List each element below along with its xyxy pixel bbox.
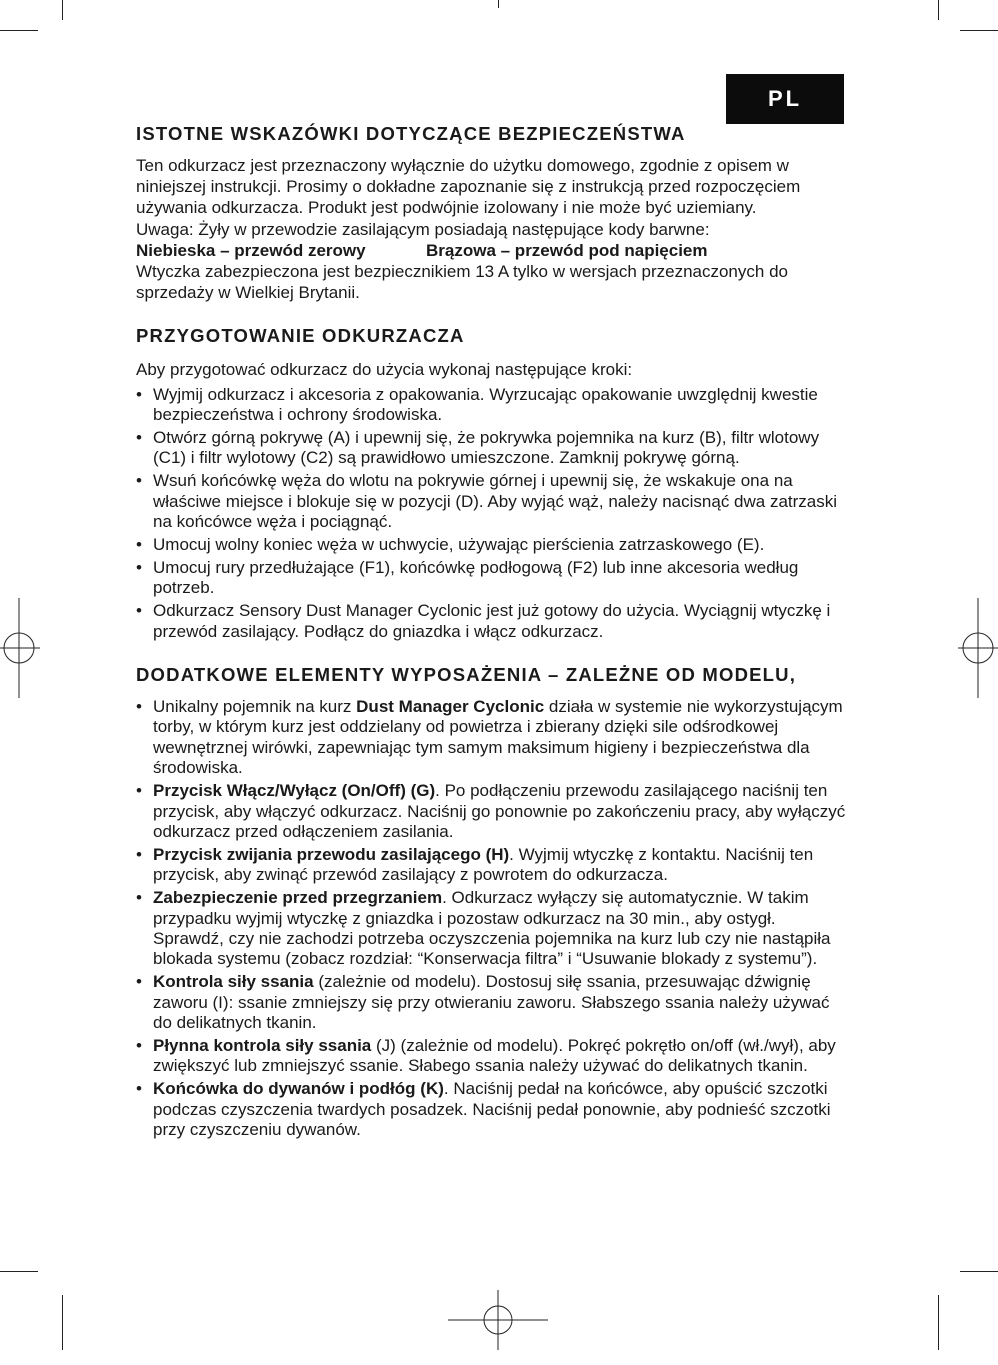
safety-body: Ten odkurzacz jest przeznaczony wyłącznie do użytku domowego, zgodnie z opisem w niniejszej instrukcji. Prosimy o dokładne zapoznanie się z instrukcją przed rozpoczęciem używania odkurzacza. Produkt jest podwójnie izolowany i nie może być uziemiany. [136,156,801,218]
safety-title: ISTOTNE WSKAZÓWKI DOTYCZĄCE BEZPIECZEŃSTWA [136,123,686,144]
crop-mark-bottom-left-v [62,1295,63,1350]
list-item: • Wsuń końcówkę węża do wlotu na pokrywie górnej i upewnij się, że wskakuje ona na właściwe miejsce i blokuje się w pozycji (D). Aby wyjąć wąż, należy nacisnąć dwa zatrzaski na końcówce węża i pociągnąć. [136,471,846,532]
list-item: • Umocuj rury przedłużające (F1), końcówkę podłogową (F2) lub inne akcesoria według potrzeb. [136,558,846,599]
safety-note: Uwaga: Żyły w przewodzie zasilającym posiadają następujące kody barwne: [136,219,710,239]
features-title: DODATKOWE ELEMENTY WYPOSAŻENIA – ZALEŻNE OD MODELU, [136,664,797,685]
list-item: • Przycisk Włącz/Wyłącz (On/Off) (G). Po podłączeniu przewodu zasilającego naciśnij ten przycisk, aby włączyć odkurzacz. Naciśnij go ponownie po zakończeniu pracy, aby wyłączyć odkurzacz przed odłączeniem zasilania. [136,781,846,842]
list-item: • Przycisk zwijania przewodu zasilającego (H). Wyjmij wtyczkę z kontaktu. Naciśnij ten przycisk, aby zwinąć przewód zasilający z powrotem do odkurzacza. [136,845,846,886]
wire-colors [136,240,846,261]
crop-mark-top-right-h [960,30,998,31]
preparation-title: PRZYGOTOWANIE ODKURZACZA [136,325,465,347]
list-item: • Zabezpieczenie przed przegrzaniem. Odkurzacz wyłączy się automatycznie. W takim przypadku wyjmij wtyczkę z gniazdka i pozostaw odkurzacz na 30 min., aby ostygł. Sprawdź, czy nie zachodzi potrzeba oczyszczenia pojemnika na kurz lub czy nie nastąpiła blokada systemu (zobacz rozdział: “Konserwacja filtra” i “Usuwanie blokady z systemu”). [136,888,846,970]
registration-mark-right-icon [958,598,998,698]
list-item: • Odkurzacz Sensory Dust Manager Cyclonic jest już gotowy do użycia. Wyciągnij wtyczkę i przewód zasilający. Podłącz do gniazdka i włącz odkurzacz. [136,601,846,642]
page-content [136,118,846,1143]
preparation-steps [136,385,846,642]
wire-live: Brązowa – przewód pod napięciem [426,240,708,260]
list-item: • Wyjmij odkurzacz i akcesoria z opakowania. Wyrzucając opakowanie uwzględnij kwestie bezpieczeństwa i ochrony środowiska. [136,385,846,426]
crop-mark-bottom-left-h [0,1271,38,1272]
registration-mark-left-icon [0,598,40,698]
crop-mark-top-left-v [62,0,63,20]
crop-mark-top-right-v [938,0,939,20]
wire-neutral: Niebieska – przewód zerowy [136,240,366,260]
list-item: • Płynna kontrola siły ssania (J) (zależnie od modelu). Pokręć pokrętło on/off (wł./wył), aby zwiększyć lub zmniejszyć ssanie. Słabego ssania należy używać do delikatnych tkanin. [136,1036,846,1077]
crop-mark-bottom-right-h [960,1271,998,1272]
crop-mark-top-center [498,0,499,8]
crop-mark-top-left-h [0,30,38,31]
list-item: • Unikalny pojemnik na kurz Dust Manager Cyclonic działa w systemie nie wykorzystującym torby, w którym kurz jest oddzielany od powietrza i zbierany dzięki sile odśrodkowej wewnętrznej wirówki, zapewniając tym samym maksimum higieny i bezpieczeństwa dla środowiska. [136,697,846,779]
features-list [136,697,846,1141]
crop-mark-bottom-right-v [938,1295,939,1350]
safety-plug: Wtyczka zabezpieczona jest bezpiecznikiem 13 A tylko w wersjach przeznaczonych do sprzedaży w Wielkiej Brytanii. [136,262,788,303]
preparation-intro: Aby przygotować odkurzacz do użycia wykonaj następujące kroki: [136,360,633,380]
list-item: • Otwórz górną pokrywę (A) i upewnij się, że pokrywka pojemnika na kurz (B), filtr wlotowy (C1) i filtr wylotowy (C2) są prawidłowo umieszczone. Zamknij pokrywę górną. [136,428,846,469]
registration-mark-bottom-icon [448,1290,548,1350]
language-tab: PL [726,74,844,124]
list-item: • Końcówka do dywanów i podłóg (K). Naciśnij pedał na końcówce, aby opuścić szczotki podczas czyszczenia twardych posadzek. Naciśnij pedał ponownie, aby podnieść szczotki przy czyszczeniu dywanów. [136,1079,846,1140]
list-item: • Kontrola siły ssania (zależnie od modelu). Dostosuj siłę ssania, przesuwając dźwignię zaworu (I): ssanie zmniejszy się przy otwieraniu zaworu. Słabszego ssania należy używać do delikatnych tkanin. [136,972,846,1033]
list-item: • Umocuj wolny koniec węża w uchwycie, używając pierścienia zatrzaskowego (E). [136,535,846,555]
